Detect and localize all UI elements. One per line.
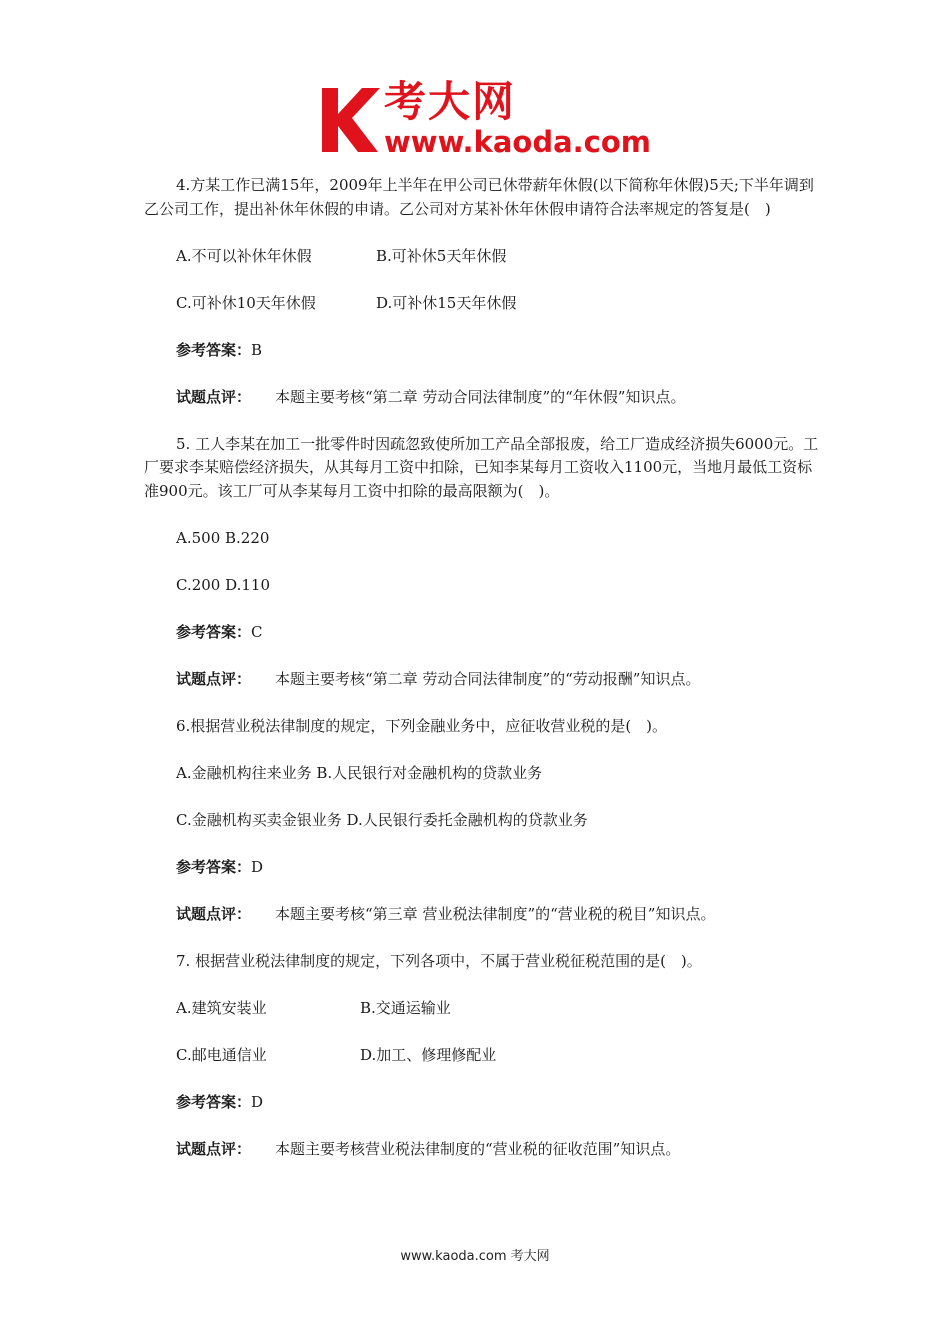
- options-line: [144, 997, 824, 1021]
- options-line: [144, 762, 824, 786]
- option: C.金融机构买卖金银业务 D.人民银行委托金融机构的贷款业务: [176, 810, 588, 829]
- options-line: [144, 574, 824, 598]
- answer-line: [144, 1091, 824, 1115]
- comment-text: 本题主要考核“第二章 劳动合同法律制度”的“年休假”知识点。: [275, 387, 686, 406]
- answer-value: D: [251, 857, 264, 876]
- comment-label: 试题点评：: [176, 669, 252, 688]
- answer-value: B: [251, 340, 263, 359]
- question-stem: 4.方某工作已满15年，2009年上半年在甲公司已休带薪年休假(以下简称年休假)5天;下半年调到乙公司工作，提出补休年休假的申请。乙公司对方某补休年休假申请符合法率规定的答复是( ): [144, 176, 814, 218]
- k-logo-icon: [318, 82, 384, 156]
- option: C.可补休10天年休假: [176, 293, 316, 312]
- answer-value: D: [251, 1092, 264, 1111]
- comment-text: 本题主要考核营业税法律制度的“营业税的征收范围”知识点。: [275, 1139, 681, 1158]
- answer-label: 参考答案：: [176, 622, 252, 641]
- options-line: [144, 809, 824, 833]
- logo-brand-chinese: 考大网: [384, 77, 517, 126]
- option: A.500 B.220: [176, 528, 270, 547]
- answer-value: C: [251, 622, 263, 641]
- answer-label: 参考答案：: [176, 1092, 252, 1111]
- question-stem: 6.根据营业税法律制度的规定，下列金融业务中，应征收营业税的是( )。: [176, 716, 668, 735]
- option: C.邮电通信业: [176, 1045, 267, 1064]
- comment-line: [144, 903, 824, 927]
- comment-label: 试题点评：: [176, 387, 252, 406]
- option: D.加工、修理修配业: [360, 1045, 497, 1064]
- comment-line: [144, 1138, 824, 1162]
- question-stem: 5. 工人李某在加工一批零件时因疏忽致使所加工产品全部报废，给工厂造成经济损失6000元。工厂要求李某赔偿经济损失，从其每月工资中扣除，已知李某每月工资收入1100元，当地月最低工资标准900元。该工厂可从李某每月工资中扣除的最高限额为( )。: [144, 434, 819, 500]
- answer-line: [144, 856, 824, 880]
- option: B.交通运输业: [360, 998, 451, 1017]
- comment-line: [144, 668, 824, 692]
- logo-brand-url: www.kaoda.com: [384, 125, 651, 159]
- comment-label: 试题点评：: [176, 1139, 252, 1158]
- page-footer: www.kaoda.com 考大网: [400, 1249, 550, 1264]
- options-line: [144, 292, 824, 316]
- options-line: [144, 1044, 824, 1068]
- option: B.可补休5天年休假: [376, 246, 507, 265]
- options-line: [144, 245, 824, 269]
- option: A.不可以补休年休假: [176, 246, 312, 265]
- answer-label: 参考答案：: [176, 857, 252, 876]
- answer-line: [144, 339, 824, 363]
- comment-line: [144, 386, 824, 410]
- comment-text: 本题主要考核“第三章 营业税法律制度”的“营业税的税目”知识点。: [275, 904, 716, 923]
- answer-line: [144, 621, 824, 645]
- option: C.200 D.110: [176, 575, 270, 594]
- answer-label: 参考答案：: [176, 340, 252, 359]
- comment-label: 试题点评：: [176, 904, 252, 923]
- option: A.建筑安装业: [176, 998, 267, 1017]
- option: D.可补休15天年休假: [376, 293, 517, 312]
- options-line: [144, 527, 824, 551]
- question-stem: 7. 根据营业税法律制度的规定，下列各项中，不属于营业税征税范围的是( )。: [176, 951, 702, 970]
- document-body: [144, 174, 824, 1185]
- kaoda-logo: [318, 77, 651, 160]
- option: A.金融机构往来业务 B.人民银行对金融机构的贷款业务: [176, 763, 543, 782]
- comment-text: 本题主要考核“第二章 劳动合同法律制度”的“劳动报酬”知识点。: [275, 669, 701, 688]
